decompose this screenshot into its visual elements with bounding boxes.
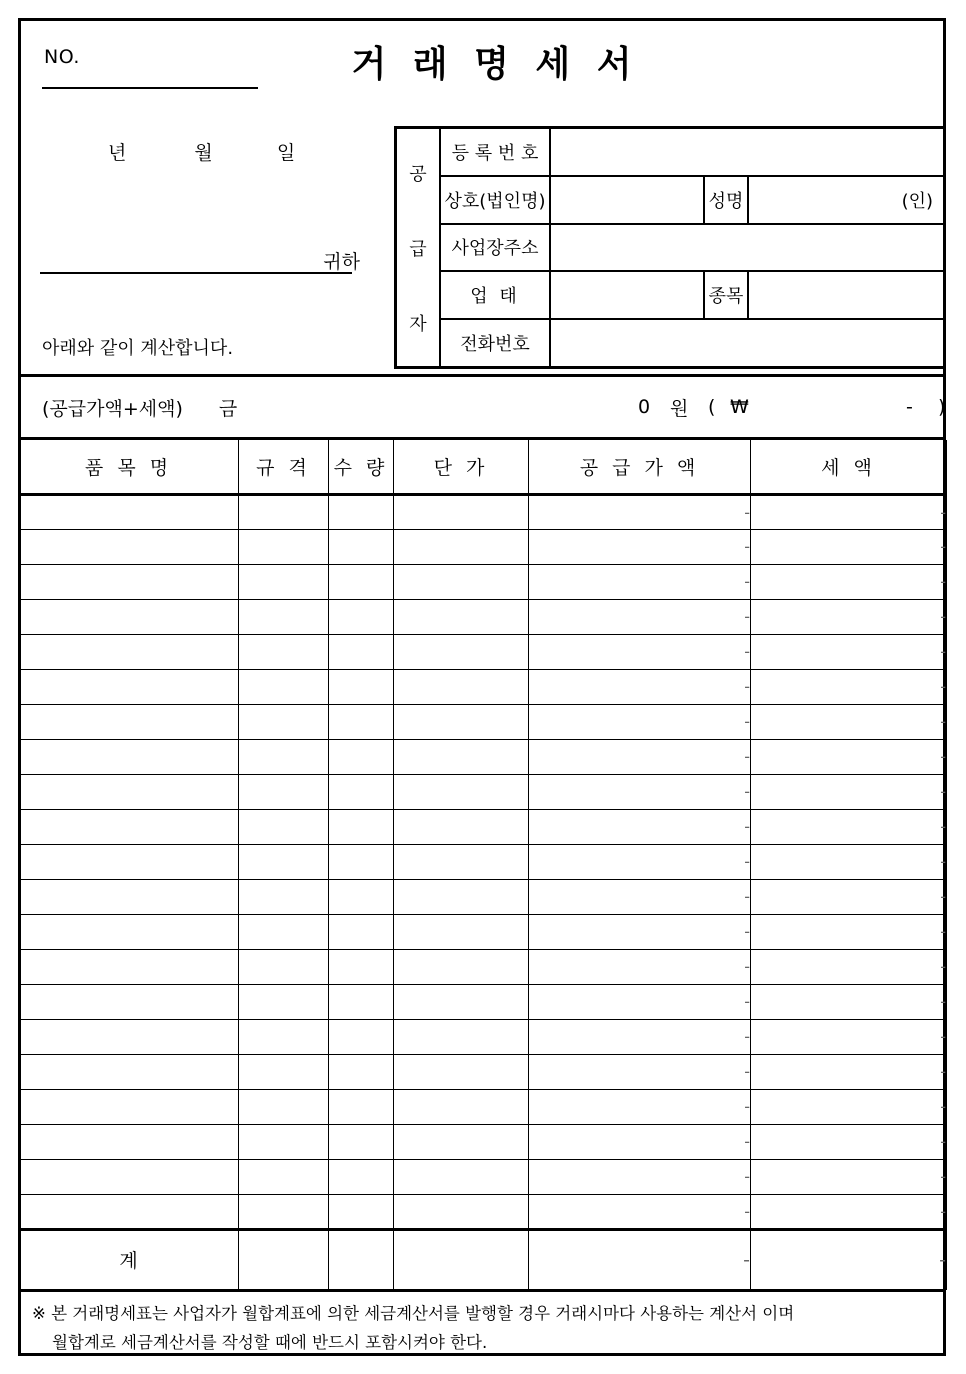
cell-item-name[interactable] bbox=[19, 704, 239, 739]
cell-tax-amount[interactable]: - bbox=[751, 949, 947, 984]
cell-supply-amount[interactable]: - bbox=[529, 844, 751, 879]
cell-item-name[interactable] bbox=[19, 1089, 239, 1124]
recipient-rule bbox=[40, 272, 352, 274]
cell-quantity[interactable] bbox=[329, 949, 394, 984]
cell-unit-price[interactable] bbox=[394, 494, 529, 529]
cell-item-name[interactable] bbox=[19, 529, 239, 564]
cell-spec[interactable] bbox=[239, 599, 329, 634]
cell-quantity[interactable] bbox=[329, 1194, 394, 1229]
phone-number-field[interactable] bbox=[551, 320, 943, 366]
cell-item-name[interactable] bbox=[19, 844, 239, 879]
table-row bbox=[19, 494, 947, 529]
total-row-label: 계 bbox=[19, 1229, 239, 1289]
cell-tax-amount[interactable]: - bbox=[751, 1019, 947, 1054]
cell-spec[interactable] bbox=[239, 879, 329, 914]
cell-supply-amount[interactable]: - bbox=[529, 1019, 751, 1054]
cell-item-name[interactable] bbox=[19, 809, 239, 844]
cell-tax-amount[interactable]: - bbox=[751, 669, 947, 704]
cell-spec[interactable] bbox=[239, 914, 329, 949]
cell-quantity[interactable] bbox=[329, 564, 394, 599]
cell-supply-amount[interactable]: - bbox=[529, 1194, 751, 1229]
cell-unit-price[interactable] bbox=[394, 984, 529, 1019]
business-type-field[interactable] bbox=[551, 272, 703, 318]
cell-supply-amount[interactable]: - bbox=[529, 984, 751, 1019]
cell-supply-amount[interactable]: - bbox=[529, 1089, 751, 1124]
cell-supply-amount[interactable]: - bbox=[529, 599, 751, 634]
footnote bbox=[18, 1289, 946, 1356]
cell-supply-amount[interactable]: - bbox=[529, 564, 751, 599]
cell-unit-price[interactable] bbox=[394, 1019, 529, 1054]
table-row bbox=[19, 739, 947, 774]
cell-unit-price[interactable] bbox=[394, 634, 529, 669]
recipient-label: 귀하 bbox=[323, 251, 360, 273]
cell-quantity[interactable] bbox=[329, 599, 394, 634]
total-amount-won-unit: 원 bbox=[670, 397, 689, 420]
cell-tax-amount[interactable]: - bbox=[751, 984, 947, 1019]
total-row-supply-amount: - bbox=[529, 1229, 751, 1289]
cell-quantity[interactable] bbox=[329, 984, 394, 1019]
cell-quantity[interactable] bbox=[329, 1019, 394, 1054]
header-unit-price: 단 가 bbox=[394, 440, 529, 494]
cell-tax-amount[interactable]: - bbox=[751, 634, 947, 669]
cell-quantity[interactable] bbox=[329, 879, 394, 914]
cell-quantity[interactable] bbox=[329, 1124, 394, 1159]
cell-unit-price[interactable] bbox=[394, 669, 529, 704]
cell-supply-amount[interactable]: - bbox=[529, 494, 751, 529]
cell-unit-price[interactable] bbox=[394, 879, 529, 914]
cell-item-name[interactable] bbox=[19, 1194, 239, 1229]
cell-unit-price[interactable] bbox=[394, 739, 529, 774]
cell-spec[interactable] bbox=[239, 704, 329, 739]
supplier-vertical-label bbox=[397, 129, 441, 366]
cell-unit-price[interactable] bbox=[394, 564, 529, 599]
cell-spec[interactable] bbox=[239, 529, 329, 564]
cell-supply-amount[interactable]: - bbox=[529, 529, 751, 564]
document-number-label: NO. bbox=[44, 46, 80, 68]
header-quantity: 수 량 bbox=[329, 440, 394, 494]
representative-name-field[interactable]: (인) bbox=[901, 190, 933, 212]
cell-unit-price[interactable] bbox=[394, 914, 529, 949]
cell-quantity[interactable] bbox=[329, 1089, 394, 1124]
table-row bbox=[19, 774, 947, 809]
document-number-rule bbox=[42, 87, 258, 89]
cell-item-name[interactable] bbox=[19, 599, 239, 634]
cell-supply-amount[interactable]: - bbox=[529, 809, 751, 844]
cell-item-name[interactable] bbox=[19, 494, 239, 529]
table-row bbox=[19, 914, 947, 949]
supplier-char-2: 급 bbox=[409, 238, 427, 260]
cell-item-name[interactable] bbox=[19, 1054, 239, 1089]
cell-tax-amount[interactable]: - bbox=[751, 739, 947, 774]
cell-supply-amount[interactable]: - bbox=[529, 879, 751, 914]
won-currency-icon: ₩ bbox=[730, 396, 749, 418]
items-table-body bbox=[19, 494, 947, 1229]
table-row bbox=[19, 564, 947, 599]
cell-spec[interactable] bbox=[239, 739, 329, 774]
cell-unit-price[interactable] bbox=[394, 774, 529, 809]
date-month-label: 월 bbox=[194, 142, 213, 164]
cell-unit-price[interactable] bbox=[394, 1159, 529, 1194]
cell-tax-amount[interactable]: - bbox=[751, 809, 947, 844]
table-row bbox=[19, 844, 947, 879]
supplier-char-1: 공 bbox=[409, 163, 427, 185]
date-line bbox=[42, 138, 362, 165]
cell-tax-amount[interactable]: - bbox=[751, 599, 947, 634]
cell-supply-amount[interactable]: - bbox=[529, 1159, 751, 1194]
cell-tax-amount[interactable]: - bbox=[751, 844, 947, 879]
cell-supply-amount[interactable]: - bbox=[529, 1124, 751, 1159]
table-row bbox=[19, 984, 947, 1019]
company-name-field[interactable] bbox=[551, 177, 703, 223]
total-amount-value: 0 bbox=[638, 396, 651, 418]
company-name-label: 상호(법인명) bbox=[441, 177, 551, 223]
table-row bbox=[19, 949, 947, 984]
cell-spec[interactable] bbox=[239, 669, 329, 704]
cell-quantity[interactable] bbox=[329, 774, 394, 809]
supplier-info-box bbox=[394, 126, 946, 369]
registration-number-label: 등 록 번 호 bbox=[441, 129, 551, 175]
cell-item-name[interactable] bbox=[19, 984, 239, 1019]
cell-item-name[interactable] bbox=[19, 1159, 239, 1194]
footnote-line-2: 월합계로 세금계산서를 작성할 때에 반드시 포함시켜야 한다. bbox=[52, 1332, 488, 1352]
supplier-fields bbox=[441, 129, 943, 366]
cell-tax-amount[interactable]: - bbox=[751, 1159, 947, 1194]
cell-tax-amount[interactable]: - bbox=[751, 529, 947, 564]
cell-spec[interactable] bbox=[239, 494, 329, 529]
cell-unit-price[interactable] bbox=[394, 1054, 529, 1089]
total-row-quantity bbox=[329, 1229, 394, 1289]
supplier-row-company-name bbox=[441, 177, 943, 225]
page-title: 거 래 명 세 서 bbox=[351, 44, 639, 85]
total-row-unit-price bbox=[394, 1229, 529, 1289]
table-row bbox=[19, 599, 947, 634]
cell-tax-amount[interactable]: - bbox=[751, 564, 947, 599]
cell-supply-amount[interactable]: - bbox=[529, 634, 751, 669]
total-row-tax-amount: - bbox=[751, 1229, 947, 1289]
business-item-field[interactable] bbox=[749, 272, 943, 318]
cell-spec[interactable] bbox=[239, 1054, 329, 1089]
cell-quantity[interactable] bbox=[329, 669, 394, 704]
cell-spec[interactable] bbox=[239, 774, 329, 809]
cell-unit-price[interactable] bbox=[394, 529, 529, 564]
supplier-row-registration-number bbox=[441, 129, 943, 177]
registration-number-field[interactable] bbox=[551, 129, 943, 175]
supplier-row-business-type bbox=[441, 272, 943, 320]
cell-supply-amount[interactable]: - bbox=[529, 669, 751, 704]
representative-name-label: 성명 bbox=[703, 177, 749, 223]
total-amount-paren-open: ( bbox=[708, 396, 716, 418]
header-item-name: 품 목 명 bbox=[19, 440, 239, 494]
cell-item-name[interactable] bbox=[19, 669, 239, 704]
business-address-field[interactable] bbox=[551, 225, 943, 271]
cell-quantity[interactable] bbox=[329, 494, 394, 529]
cell-spec[interactable] bbox=[239, 1124, 329, 1159]
cell-supply-amount[interactable]: - bbox=[529, 914, 751, 949]
cell-item-name[interactable] bbox=[19, 1019, 239, 1054]
calculation-note: 아래와 같이 계산합니다. bbox=[42, 338, 234, 359]
cell-unit-price[interactable] bbox=[394, 1194, 529, 1229]
table-row bbox=[19, 1124, 947, 1159]
cell-supply-amount[interactable]: - bbox=[529, 704, 751, 739]
table-row bbox=[19, 1089, 947, 1124]
cell-quantity[interactable] bbox=[329, 529, 394, 564]
date-day-label: 일 bbox=[276, 142, 296, 164]
cell-supply-amount[interactable]: - bbox=[529, 949, 751, 984]
total-amount-label: (공급가액+세액) bbox=[42, 397, 183, 420]
supplier-char-3: 자 bbox=[409, 313, 427, 335]
cell-item-name[interactable] bbox=[19, 634, 239, 669]
cell-tax-amount[interactable]: - bbox=[751, 494, 947, 529]
cell-unit-price[interactable] bbox=[394, 1124, 529, 1159]
total-amount-strip bbox=[18, 374, 946, 440]
cell-quantity[interactable] bbox=[329, 1054, 394, 1089]
business-type-label: 업 태 bbox=[441, 272, 551, 318]
cell-tax-amount[interactable]: - bbox=[751, 1194, 947, 1229]
header-tax-amount: 세 액 bbox=[751, 440, 947, 494]
supplier-row-business-address bbox=[441, 225, 943, 273]
date-year-label: 년 bbox=[108, 142, 127, 164]
business-address-label: 사업장주소 bbox=[441, 225, 551, 271]
cell-quantity[interactable] bbox=[329, 739, 394, 774]
table-row bbox=[19, 1019, 947, 1054]
table-row bbox=[19, 1159, 947, 1194]
cell-unit-price[interactable] bbox=[394, 1089, 529, 1124]
phone-number-label: 전화번호 bbox=[441, 320, 551, 366]
table-row bbox=[19, 1054, 947, 1089]
table-row bbox=[19, 704, 947, 739]
items-table bbox=[18, 440, 947, 1290]
items-table-head bbox=[19, 440, 947, 494]
cell-item-name[interactable] bbox=[19, 774, 239, 809]
table-row bbox=[19, 634, 947, 669]
cell-unit-price[interactable] bbox=[394, 704, 529, 739]
footnote-line-1: ※ 본 거래명세표는 사업자가 월합계표에 의한 세금계산서를 발행할 경우 거래시마다 사용하는 계산서 이며 bbox=[32, 1304, 795, 1323]
cell-spec[interactable] bbox=[239, 1159, 329, 1194]
cell-spec[interactable] bbox=[239, 809, 329, 844]
cell-spec[interactable] bbox=[239, 1019, 329, 1054]
total-amount-paren-close: ) bbox=[938, 396, 946, 418]
items-table-foot bbox=[19, 1229, 947, 1289]
cell-quantity[interactable] bbox=[329, 1159, 394, 1194]
cell-spec[interactable] bbox=[239, 634, 329, 669]
cell-supply-amount[interactable]: - bbox=[529, 739, 751, 774]
cell-item-name[interactable] bbox=[19, 914, 239, 949]
cell-spec[interactable] bbox=[239, 984, 329, 1019]
header-supply-amount: 공 급 가 액 bbox=[529, 440, 751, 494]
table-row bbox=[19, 529, 947, 564]
cell-quantity[interactable] bbox=[329, 704, 394, 739]
cell-tax-amount[interactable]: - bbox=[751, 879, 947, 914]
cell-unit-price[interactable] bbox=[394, 949, 529, 984]
cell-spec[interactable] bbox=[239, 1194, 329, 1229]
cell-tax-amount[interactable]: - bbox=[751, 914, 947, 949]
cell-item-name[interactable] bbox=[19, 879, 239, 914]
cell-quantity[interactable] bbox=[329, 634, 394, 669]
table-row bbox=[19, 809, 947, 844]
header-spec: 규 격 bbox=[239, 440, 329, 494]
cell-tax-amount[interactable]: - bbox=[751, 1124, 947, 1159]
table-row bbox=[19, 669, 947, 704]
cell-supply-amount[interactable]: - bbox=[529, 1054, 751, 1089]
cell-unit-price[interactable] bbox=[394, 844, 529, 879]
cell-quantity[interactable] bbox=[329, 809, 394, 844]
total-row-spec bbox=[239, 1229, 329, 1289]
cell-quantity[interactable] bbox=[329, 914, 394, 949]
total-amount-numeric: - bbox=[906, 396, 913, 418]
cell-tax-amount[interactable]: - bbox=[751, 1054, 947, 1089]
cell-item-name[interactable] bbox=[19, 739, 239, 774]
cell-tax-amount[interactable]: - bbox=[751, 774, 947, 809]
cell-spec[interactable] bbox=[239, 1089, 329, 1124]
cell-supply-amount[interactable]: - bbox=[529, 774, 751, 809]
cell-unit-price[interactable] bbox=[394, 599, 529, 634]
cell-spec[interactable] bbox=[239, 844, 329, 879]
cell-spec[interactable] bbox=[239, 949, 329, 984]
cell-item-name[interactable] bbox=[19, 1124, 239, 1159]
table-total-row bbox=[19, 1229, 947, 1289]
total-amount-geum-label: 금 bbox=[218, 397, 238, 420]
business-item-label: 종목 bbox=[703, 272, 749, 318]
cell-unit-price[interactable] bbox=[394, 809, 529, 844]
cell-quantity[interactable] bbox=[329, 844, 394, 879]
cell-tax-amount[interactable]: - bbox=[751, 1089, 947, 1124]
cell-item-name[interactable] bbox=[19, 949, 239, 984]
cell-tax-amount[interactable]: - bbox=[751, 704, 947, 739]
supplier-row-phone-number bbox=[441, 320, 943, 366]
cell-spec[interactable] bbox=[239, 564, 329, 599]
table-row bbox=[19, 1194, 947, 1229]
table-row bbox=[19, 879, 947, 914]
cell-item-name[interactable] bbox=[19, 564, 239, 599]
items-header-row bbox=[19, 440, 947, 494]
